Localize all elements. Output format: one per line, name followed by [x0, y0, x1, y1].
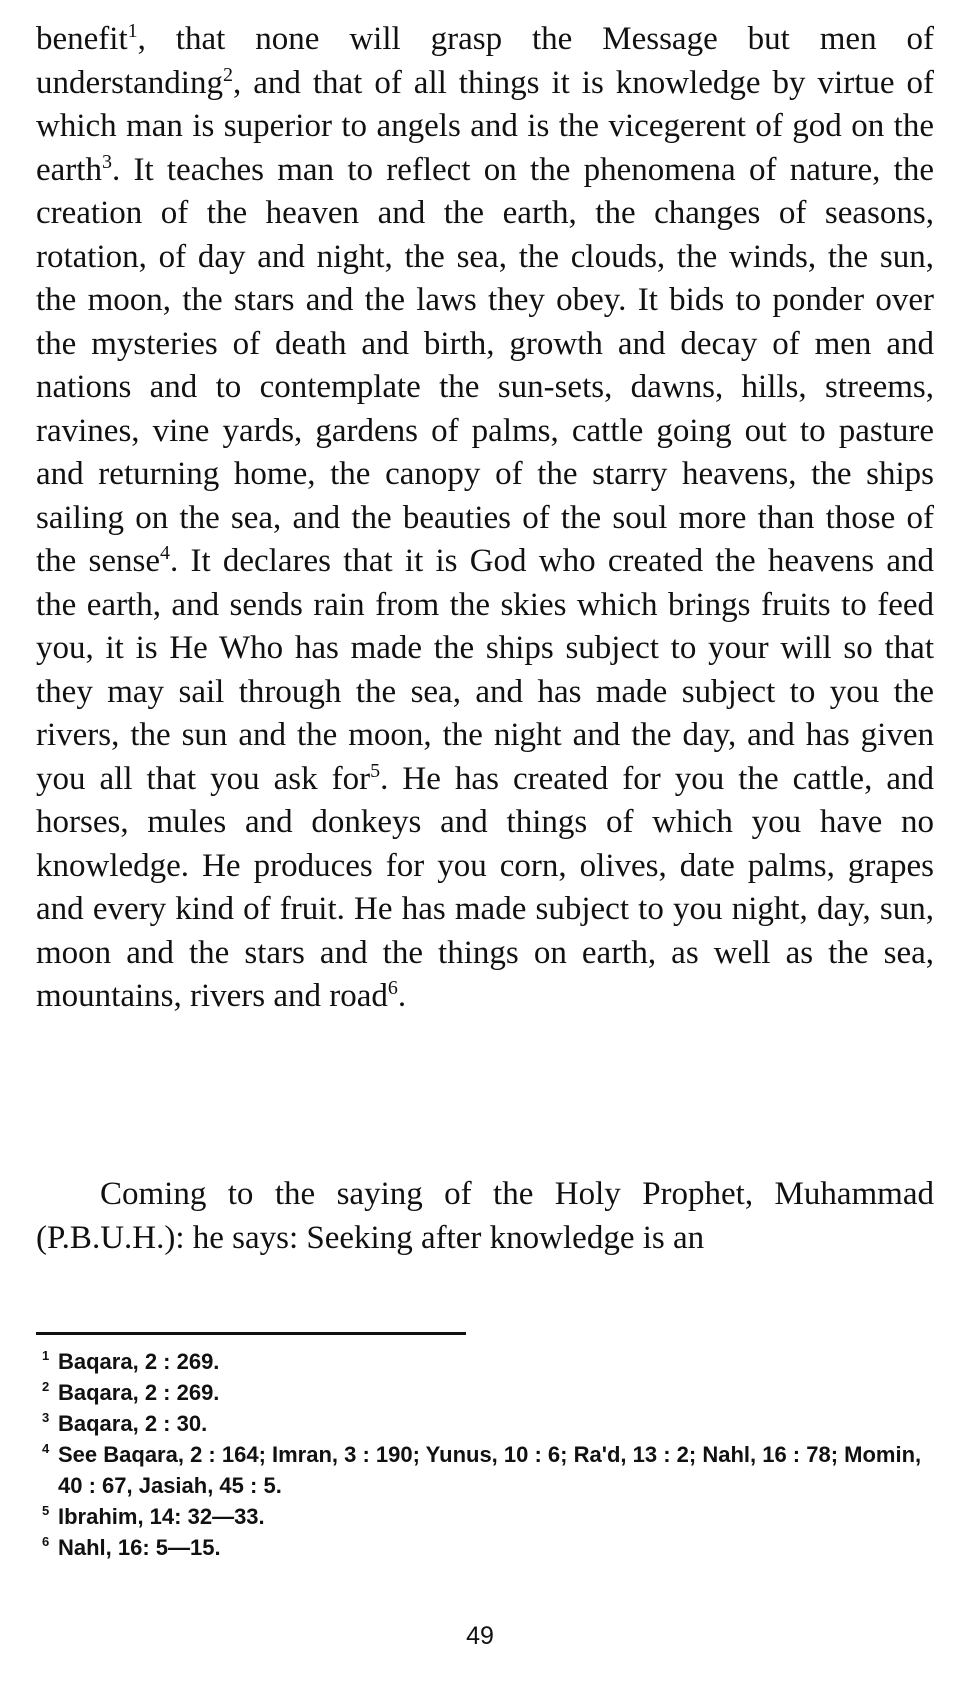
- footnote-text: Ibrahim, 14: 32—33.: [58, 1504, 265, 1529]
- footnote-item: [42, 1346, 942, 1377]
- paragraph-text: [36, 18, 934, 1019]
- footnote-ref-4: 4: [160, 542, 171, 564]
- footnote-text: Baqara, 2 : 269.: [58, 1380, 220, 1405]
- footnote-ref-5: 5: [370, 759, 381, 782]
- footnote-number: 3: [42, 1410, 50, 1425]
- text-segment: . It teaches man to reflect on the phenomena of nature, the creation of the heaven and the earth, the changes of seasons, rotation, of day and night, the sea, the clouds, the winds, the sun, the moon, the stars and the laws they obey. It bids to ponder over the mysteries of death and birth, growth and decay of men and nations and to contemplate the sun-sets, dawns, hills, streems, ravines, vine yards, gardens of palms, cattle going out to pasture and returning home, the canopy of the starry heavens, the ships sailing on the sea, and the beauties of the soul more than those of the sense: [36, 151, 934, 579]
- footnote-number: 5: [42, 1503, 50, 1518]
- footnote-item: [42, 1501, 942, 1532]
- footnote-item: [42, 1532, 942, 1563]
- footnote-list: [42, 1346, 942, 1563]
- text-segment: . He has created for you the cattle, and horses, mules and donkeys and things of which you have no knowledge. He produces for you corn, olives, date palms, grapes and every kind of fruit. He has made subject to you night, day, sun, moon and the stars and the things on earth, as well as the sea, mountains, rivers and road: [36, 760, 935, 1014]
- footnote-number: 1: [42, 1348, 50, 1363]
- body-paragraph-1: [36, 18, 934, 1019]
- footnote-item: [42, 1408, 942, 1439]
- text-segment: benefit: [36, 21, 128, 57]
- footnote-text: Nahl, 16: 5—15.: [58, 1535, 221, 1560]
- footnote-item: [42, 1377, 942, 1408]
- footnote-text: Baqara, 2 : 269.: [58, 1349, 220, 1374]
- footnote-ref-3: 3: [101, 150, 112, 173]
- footnote-ref-2: 2: [222, 63, 233, 86]
- text-segment: , and that of all things it is knowledge by virtue of which man is superior to angels and is the vicegerent of god on the earth: [36, 64, 934, 188]
- footnote-number: 2: [42, 1379, 50, 1394]
- footnote-ref-6: 6: [387, 977, 398, 999]
- footnote-divider: [36, 1332, 466, 1335]
- paragraph-text: Coming to the saying of the Holy Prophet, Muhammad (P.B.U.H.): he says: Seeking after knowledge is an: [36, 1176, 934, 1256]
- footnote-text: See Baqara, 2 : 164; Imran, 3 : 190; Yunus, 10 : 6; Ra'd, 13 : 2; Nahl, 16 : 78; Momin, 40 : 67, Jasiah, 45 : 5.: [58, 1442, 922, 1498]
- footnote-item: [42, 1439, 942, 1501]
- footnote-text: Baqara, 2 : 30.: [58, 1411, 208, 1436]
- footnote-number: 4: [42, 1441, 50, 1456]
- body-paragraph-2: [36, 1172, 934, 1260]
- footnote-ref-1: 1: [127, 20, 138, 42]
- text-segment: , that none will grasp the Message but men of understanding: [36, 21, 934, 101]
- page-number: 49: [466, 1622, 494, 1650]
- text-segment: .: [397, 978, 407, 1014]
- text-segment: . It declares that it is God who created the heavens and the earth, and sends rain from the skies which brings fruits to feed you, it is He Who has made the ships subject to your will so that they may sail through the sea, and has made subject to you the rivers, the sun and the moon, the night and the day, and has given you all that you ask for: [36, 543, 935, 797]
- footnote-number: 6: [42, 1534, 50, 1549]
